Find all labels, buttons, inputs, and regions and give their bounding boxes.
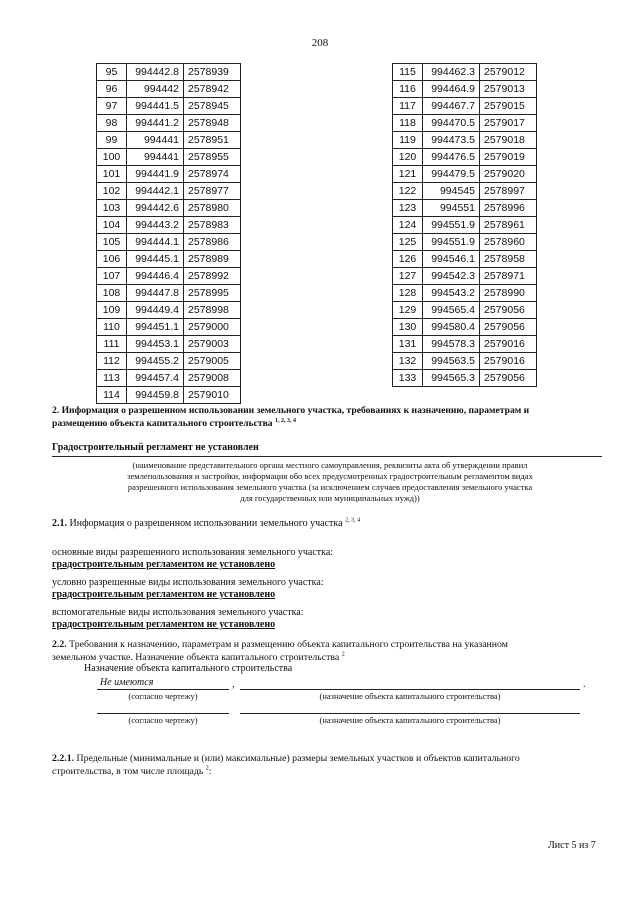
- x-coordinate: 994441.5: [127, 98, 184, 115]
- point-number: 119: [393, 132, 423, 149]
- table-row: [393, 217, 537, 234]
- point-number: 128: [393, 285, 423, 302]
- x-coordinate: 994580.4: [423, 319, 480, 336]
- y-coordinate: 2578990: [480, 285, 537, 302]
- table-row: [97, 353, 241, 370]
- y-coordinate: 2579005: [184, 353, 241, 370]
- purpose-line-1a: [97, 689, 229, 690]
- y-coordinate: 2578948: [184, 115, 241, 132]
- table-row: [393, 370, 537, 387]
- point-number: 115: [393, 64, 423, 81]
- point-number: 102: [97, 183, 127, 200]
- table-row: [393, 183, 537, 200]
- table-row: [97, 98, 241, 115]
- x-coordinate: 994451.1: [127, 319, 184, 336]
- table-row: [97, 302, 241, 319]
- y-coordinate: 2578998: [184, 302, 241, 319]
- x-coordinate: 994445.1: [127, 251, 184, 268]
- x-coordinate: 994441: [127, 149, 184, 166]
- table-row: [97, 336, 241, 353]
- main-uses-label: основные виды разрешенного использования земельного участка:: [52, 547, 334, 558]
- y-coordinate: 2578939: [184, 64, 241, 81]
- point-number: 104: [97, 217, 127, 234]
- x-coordinate: 994563.5: [423, 353, 480, 370]
- table-row: [97, 268, 241, 285]
- y-coordinate: 2579015: [480, 98, 537, 115]
- table-row: [97, 81, 241, 98]
- point-number: 97: [97, 98, 127, 115]
- point-number: 108: [97, 285, 127, 302]
- table-row: [393, 166, 537, 183]
- point-number: 95: [97, 64, 127, 81]
- x-coordinate: 994551.9: [423, 217, 480, 234]
- table-row: [393, 234, 537, 251]
- point-number: 121: [393, 166, 423, 183]
- x-coordinate: 994442.8: [127, 64, 184, 81]
- x-coordinate: 994441: [127, 132, 184, 149]
- divider: [52, 456, 602, 457]
- y-coordinate: 2578989: [184, 251, 241, 268]
- y-coordinate: 2579056: [480, 319, 537, 336]
- y-coordinate: 2579008: [184, 370, 241, 387]
- y-coordinate: 2578945: [184, 98, 241, 115]
- table-row: [393, 115, 537, 132]
- table-row: [393, 336, 537, 353]
- point-number: 120: [393, 149, 423, 166]
- x-coordinate: 994441.2: [127, 115, 184, 132]
- y-coordinate: 2579016: [480, 353, 537, 370]
- purpose-line-2b: [240, 713, 580, 714]
- page-number: 208: [311, 37, 329, 49]
- table-row: [393, 353, 537, 370]
- x-coordinate: 994565.4: [423, 302, 480, 319]
- x-coordinate: 994476.5: [423, 149, 480, 166]
- table-row: [97, 115, 241, 132]
- y-coordinate: 2579000: [184, 319, 241, 336]
- table-row: [393, 302, 537, 319]
- point-number: 110: [97, 319, 127, 336]
- table-row: [393, 81, 537, 98]
- x-coordinate: 994455.2: [127, 353, 184, 370]
- point-number: 106: [97, 251, 127, 268]
- table-row: [393, 268, 537, 285]
- y-coordinate: 2579016: [480, 336, 537, 353]
- x-coordinate: 994442.6: [127, 200, 184, 217]
- table-row: [393, 98, 537, 115]
- table-row: [97, 200, 241, 217]
- x-coordinate: 994459.8: [127, 387, 184, 404]
- y-coordinate: 2578995: [184, 285, 241, 302]
- purpose-label: Назначение объекта капитального строительства: [84, 663, 293, 674]
- table-row: [393, 132, 537, 149]
- point-number: 117: [393, 98, 423, 115]
- x-coordinate: 994565.3: [423, 370, 480, 387]
- x-coordinate: 994551.9: [423, 234, 480, 251]
- point-number: 130: [393, 319, 423, 336]
- x-coordinate: 994545: [423, 183, 480, 200]
- point-number: 99: [97, 132, 127, 149]
- table-row: [393, 149, 537, 166]
- sheet-footer: Лист 5 из 7: [548, 840, 596, 851]
- point-number: 101: [97, 166, 127, 183]
- point-number: 112: [97, 353, 127, 370]
- point-number: 123: [393, 200, 423, 217]
- point-number: 113: [97, 370, 127, 387]
- table-row: [393, 319, 537, 336]
- point-number: 111: [97, 336, 127, 353]
- y-coordinate: 2578983: [184, 217, 241, 234]
- section21-title: 2.1. Информация о разрешенном использовании земельного участка $^{2, 3, 4}$: [52, 517, 361, 529]
- y-coordinate: 2579012: [480, 64, 537, 81]
- x-coordinate: 994443.2: [127, 217, 184, 234]
- point-number: 131: [393, 336, 423, 353]
- purpose-line-1b: [240, 689, 580, 690]
- regulation-status: Градостроительный регламент не установлен: [52, 442, 259, 453]
- x-coordinate: 994447.8: [127, 285, 184, 302]
- y-coordinate: 2578986: [184, 234, 241, 251]
- point-number: 132: [393, 353, 423, 370]
- coordinates-table-left: [96, 63, 241, 404]
- y-coordinate: 2578951: [184, 132, 241, 149]
- section2-heading: 2. Информация о разрешенном использовании земельного участка, требованиях к назначению, параметрам и размещению объекта капитального строительства $^{1, 2, 3, 4}$: [52, 405, 530, 429]
- y-coordinate: 2579017: [480, 115, 537, 132]
- auxiliary-uses-value: градостроительным регламентом не установлено: [52, 619, 276, 630]
- x-coordinate: 994457.4: [127, 370, 184, 387]
- y-coordinate: 2579003: [184, 336, 241, 353]
- table-row: [393, 200, 537, 217]
- y-coordinate: 2578977: [184, 183, 241, 200]
- y-coordinate: 2579019: [480, 149, 537, 166]
- conditional-uses-label: условно разрешенные виды использования земельного участка:: [52, 577, 324, 588]
- point-number: 127: [393, 268, 423, 285]
- table-row: [97, 387, 241, 404]
- point-number: 118: [393, 115, 423, 132]
- x-coordinate: 994441.9: [127, 166, 184, 183]
- point-number: 103: [97, 200, 127, 217]
- x-coordinate: 994479.5: [423, 166, 480, 183]
- section22-title: 2.2. Требования к назначению, параметрам и размещению объекта капитального строительства на указанном земельном участке. Назначение объекта капитального строительства $^2$: [52, 639, 508, 663]
- caption-purpose-2: (назначение объекта капитального строительства): [319, 715, 501, 725]
- table-row: [97, 166, 241, 183]
- x-coordinate: 994453.1: [127, 336, 184, 353]
- point-number: 129: [393, 302, 423, 319]
- point-number: 133: [393, 370, 423, 387]
- y-coordinate: 2579056: [480, 302, 537, 319]
- y-coordinate: 2578974: [184, 166, 241, 183]
- table-row: [97, 217, 241, 234]
- x-coordinate: 994444.1: [127, 234, 184, 251]
- point-number: 116: [393, 81, 423, 98]
- y-coordinate: 2578992: [184, 268, 241, 285]
- x-coordinate: 994473.5: [423, 132, 480, 149]
- table-row: [97, 319, 241, 336]
- point-number: 107: [97, 268, 127, 285]
- dot: .: [583, 679, 586, 690]
- point-number: 126: [393, 251, 423, 268]
- table-row: [97, 370, 241, 387]
- point-number: 125: [393, 234, 423, 251]
- regulation-note: (наименование представительного органа местного самоуправления, реквизиты акта об утверждении правил землепользования и застройки, информация обо всех предусмотренных градостроительным регламентом видах разрешенного использования земельного участка (за исключением случаев предоставления земельного участка для государственных или муниципальных нужд)): [127, 460, 533, 503]
- x-coordinate: 994467.7: [423, 98, 480, 115]
- x-coordinate: 994449.4: [127, 302, 184, 319]
- table-row: [97, 183, 241, 200]
- x-coordinate: 994578.3: [423, 336, 480, 353]
- y-coordinate: 2579013: [480, 81, 537, 98]
- table-row: [393, 64, 537, 81]
- y-coordinate: 2578942: [184, 81, 241, 98]
- point-number: 105: [97, 234, 127, 251]
- x-coordinate: 994464.9: [423, 81, 480, 98]
- main-uses-value: градостроительным регламентом не установлено: [52, 559, 276, 570]
- table-row: [97, 234, 241, 251]
- x-coordinate: 994546.1: [423, 251, 480, 268]
- y-coordinate: 2579056: [480, 370, 537, 387]
- caption-drawing-2: (согласно чертежу): [128, 715, 198, 725]
- point-number: 100: [97, 149, 127, 166]
- table-row: [97, 285, 241, 302]
- auxiliary-uses-label: вспомогательные виды использования земельного участка:: [52, 607, 304, 618]
- caption-drawing-1: (согласно чертежу): [128, 691, 198, 701]
- point-number: 98: [97, 115, 127, 132]
- y-coordinate: 2579020: [480, 166, 537, 183]
- table-row: [97, 64, 241, 81]
- point-number: 114: [97, 387, 127, 404]
- y-coordinate: 2579018: [480, 132, 537, 149]
- purpose-line-2a: [97, 713, 229, 714]
- point-number: 122: [393, 183, 423, 200]
- x-coordinate: 994551: [423, 200, 480, 217]
- section221-title: 2.2.1. Предельные (минимальные и (или) максимальные) размеры земельных участков и объектов капитального строительства, в том числе площадь $^2$:: [52, 753, 520, 777]
- y-coordinate: 2578955: [184, 149, 241, 166]
- table-row: [97, 149, 241, 166]
- y-coordinate: 2578961: [480, 217, 537, 234]
- y-coordinate: 2578971: [480, 268, 537, 285]
- y-coordinate: 2578960: [480, 234, 537, 251]
- y-coordinate: 2579010: [184, 387, 241, 404]
- x-coordinate: 994542.3: [423, 268, 480, 285]
- table-row: [393, 251, 537, 268]
- coordinates-table-right: [392, 63, 537, 387]
- y-coordinate: 2578997: [480, 183, 537, 200]
- x-coordinate: 994543.2: [423, 285, 480, 302]
- x-coordinate: 994442: [127, 81, 184, 98]
- x-coordinate: 994446.4: [127, 268, 184, 285]
- point-number: 96: [97, 81, 127, 98]
- table-row: [393, 285, 537, 302]
- table-row: [97, 251, 241, 268]
- x-coordinate: 994462.3: [423, 64, 480, 81]
- y-coordinate: 2578980: [184, 200, 241, 217]
- conditional-uses-value: градостроительным регламентом не установлено: [52, 589, 276, 600]
- table-row: [97, 132, 241, 149]
- point-number: 109: [97, 302, 127, 319]
- point-number: 124: [393, 217, 423, 234]
- y-coordinate: 2578958: [480, 251, 537, 268]
- purpose-value: Не имеются: [100, 677, 154, 688]
- x-coordinate: 994442.1: [127, 183, 184, 200]
- caption-purpose-1: (назначение объекта капитального строительства): [319, 691, 501, 701]
- x-coordinate: 994470.5: [423, 115, 480, 132]
- comma: ,: [232, 679, 235, 690]
- y-coordinate: 2578996: [480, 200, 537, 217]
